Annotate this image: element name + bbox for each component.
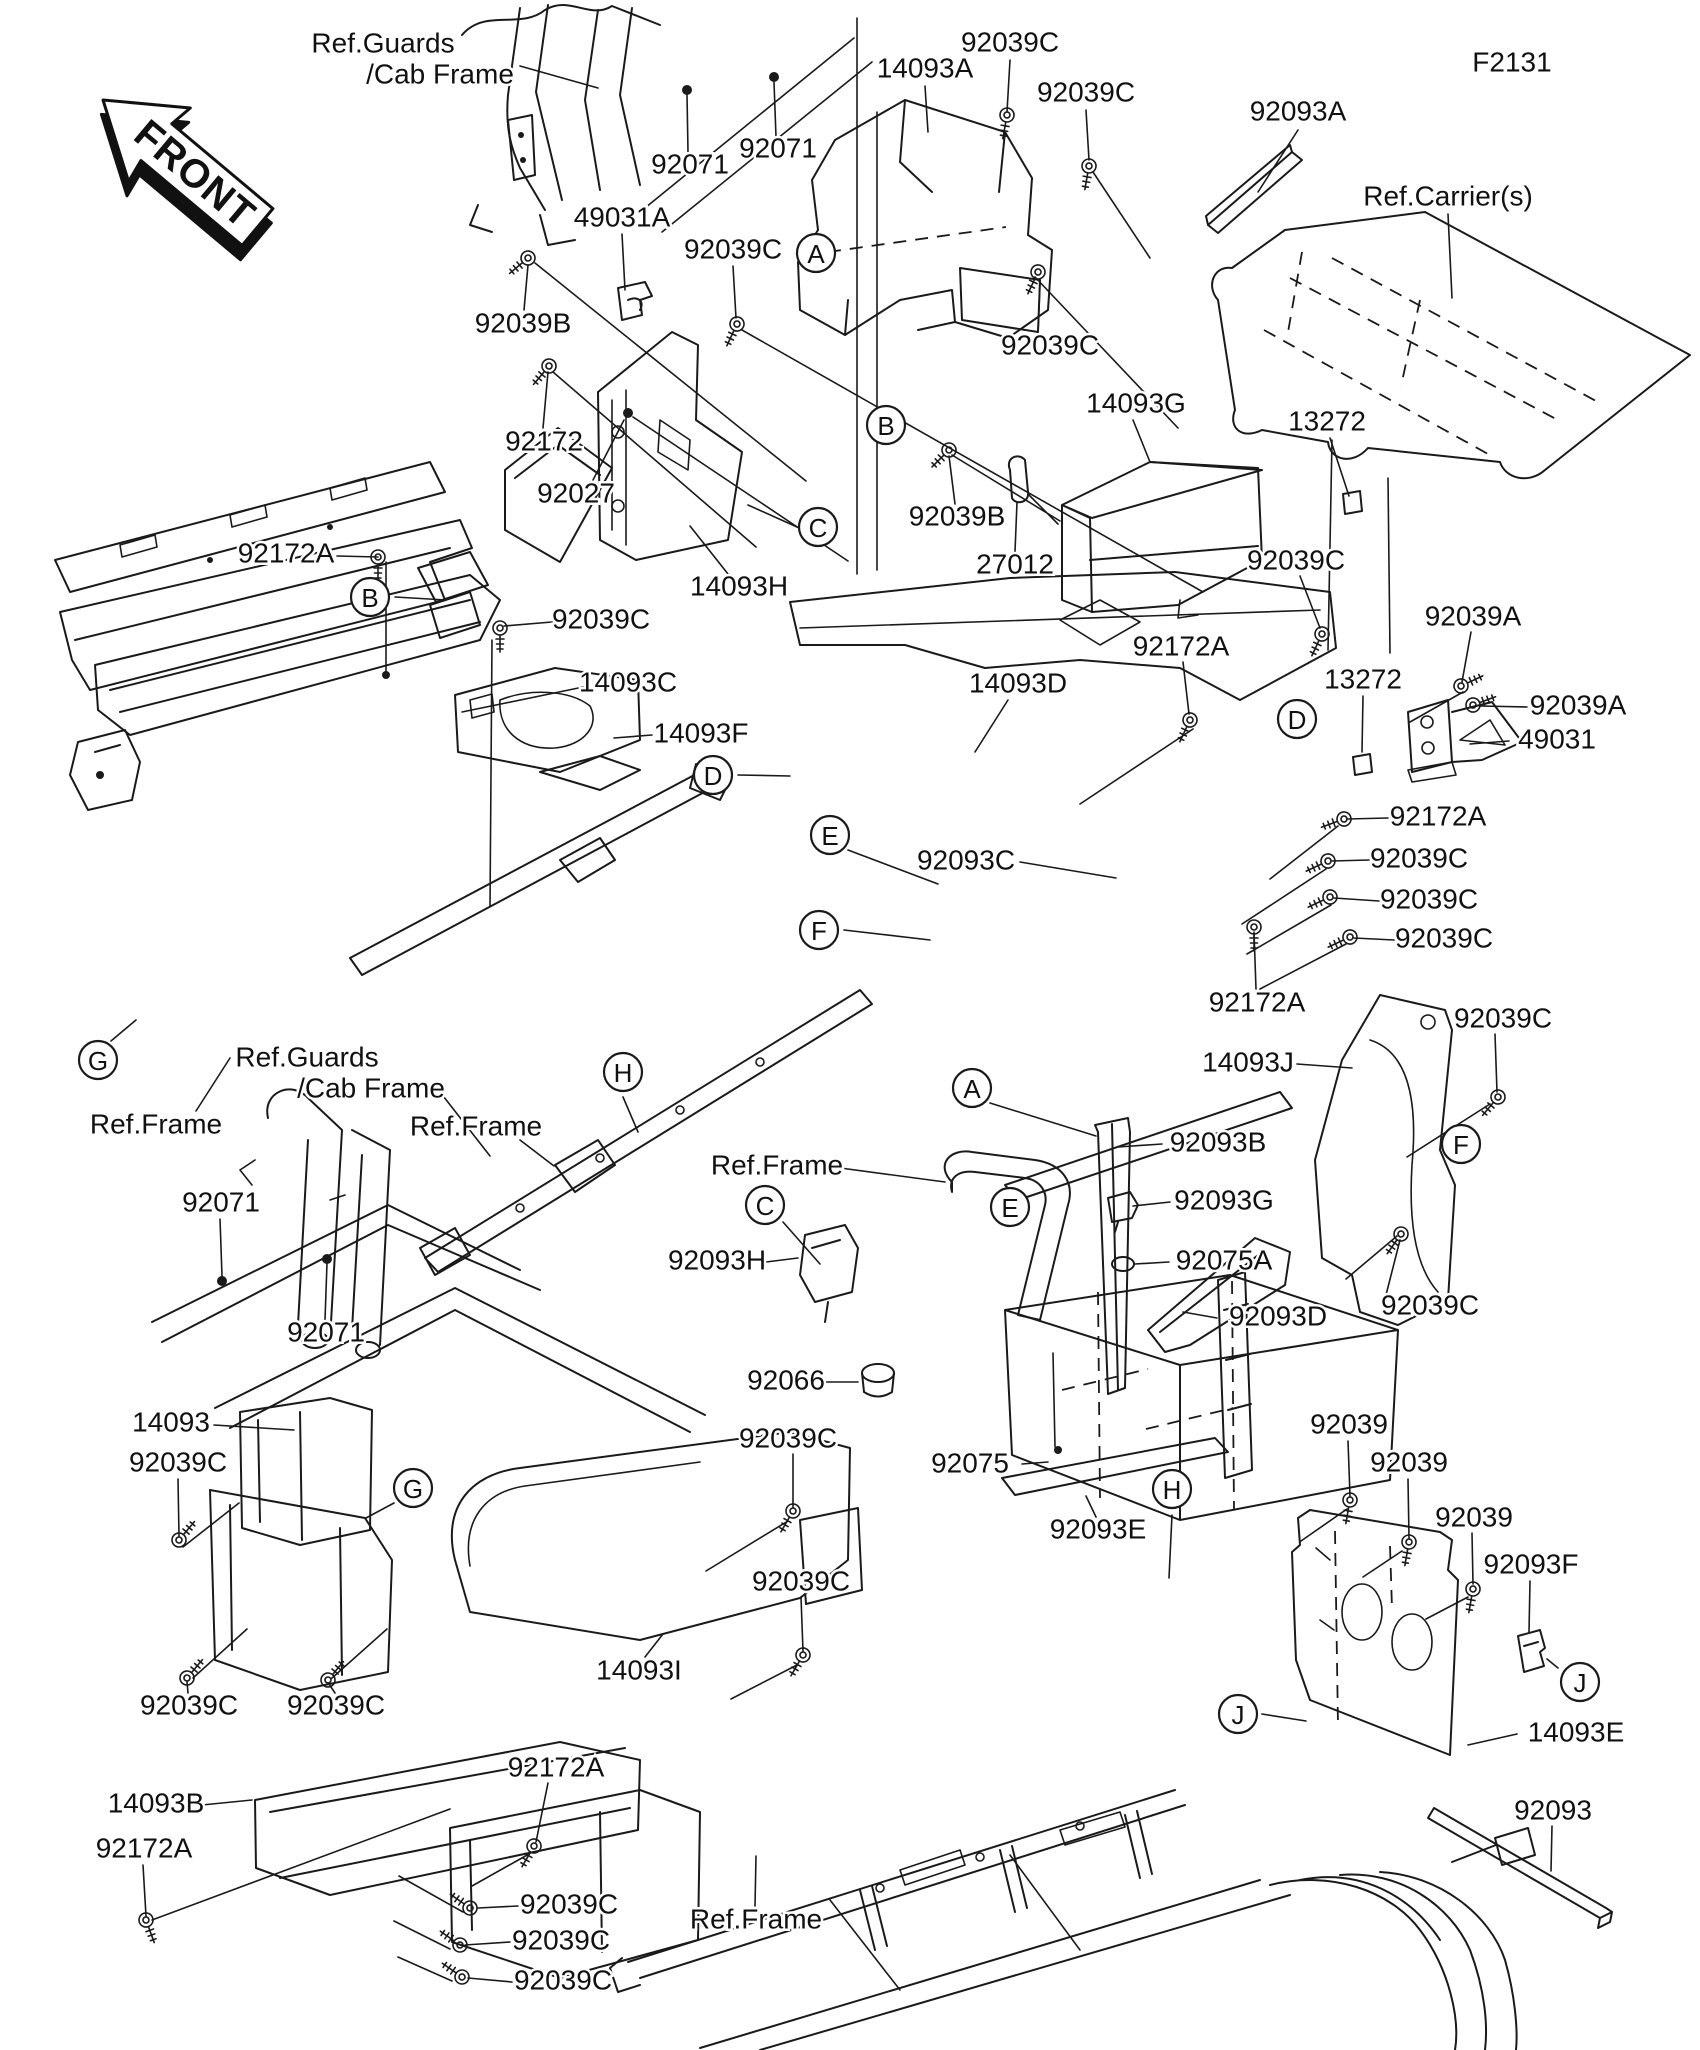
callout-circle-j [1219,1695,1257,1733]
ref-guards-left: Ref.Guards [235,1041,379,1073]
part-number-label: 92071 [651,148,729,180]
part-number-label: 14093A [876,52,974,84]
callout-circle-g [394,1469,432,1507]
part-number-label: 92039C [551,603,651,635]
callout-circle-h [604,1053,642,1091]
part-sketch-14093a [798,100,1052,338]
part-number-label: 92075A [1175,1244,1273,1276]
part-number-label: 92039 [1435,1501,1513,1533]
bolt-icon [1319,810,1353,834]
rivet-dot [322,1254,332,1264]
part-number-label: 92039C [1000,329,1100,361]
part-number-label: 92039C [1246,544,1346,576]
rivet-dot [623,408,633,418]
part-number-label: 92039C [513,1964,613,1996]
part-sketch-14093g [1062,462,1262,618]
part-number-label: 92071 [739,132,817,164]
part-number-label: 92172A [507,1751,605,1783]
part-number-label: 92039C [128,1446,228,1478]
part-number-label: 49031 [1518,723,1596,755]
bolt-icon [775,1501,803,1535]
part-number-label: 14093J [1202,1046,1294,1078]
svg-text:J: J [1231,1700,1245,1730]
part-number-label: 49031A [573,201,671,233]
callout-circle-e [811,816,849,854]
part-sketch-92093f [1518,1630,1545,1672]
part-number-label: 92039C [139,1689,239,1721]
svg-text:C: C [808,513,828,543]
svg-text:D: D [1287,705,1307,735]
part-number-label: 92172 [505,425,583,457]
ref-cab-frame-top: /Cab Frame [366,58,514,90]
callout-circle-d [694,756,732,794]
svg-text:F: F [811,916,827,946]
part-number-label: 92039C [1369,842,1469,874]
screw-icon [137,1911,161,1945]
bolt-icon [721,315,747,349]
ref-frame-bottom: Ref.Frame [689,1903,823,1935]
callout-circle-b [867,406,905,444]
part-number-label: 92039A [1529,689,1627,721]
part-sketch-92093a [1206,145,1302,233]
part-number-label: 92093C [916,844,1016,876]
callout-circle-h [1153,1470,1191,1508]
part-sketch-14093b [255,1742,700,1978]
callout-circle-f [1442,1125,1480,1163]
svg-text:A: A [807,239,825,269]
part-sketch-92093-rod [1428,1808,1612,1928]
part-number-label: 92039C [1379,883,1479,915]
rivet-dot [382,671,390,679]
part-number-label: 92093B [1169,1126,1267,1158]
screw-icon [516,1836,544,1870]
callout-circle-g [79,1041,117,1079]
nut-icon [1339,1492,1358,1525]
part-number-label: 92172A [1132,630,1230,662]
part-number-label: 92172A [1208,986,1306,1018]
part-number-label: 92039C [1380,1289,1480,1321]
svg-text:G: G [402,1474,424,1504]
part-sketch-14093-guard [210,1398,392,1690]
ref-guards-top: Ref.Guards [311,27,455,59]
callout-circle-a [797,234,835,272]
part-sketch-14093e [1292,1510,1458,1755]
callout-circle-c [799,508,837,546]
bolt-icon [1452,670,1486,696]
ref-carrier: Ref.Carrier(s) [1363,180,1533,212]
bolt-icon [436,1926,469,1955]
part-number-label: 92093G [1174,1184,1274,1216]
callout-circle-j [1561,1663,1599,1701]
ref-frame-mid: Ref.Frame [409,1110,543,1142]
part-sketch-ref-carrier [1212,212,1690,478]
part-number-label: 92172A [1389,800,1487,832]
ref-frame-left: Ref.Frame [89,1108,223,1140]
part-number-label: 92039C [1036,76,1136,108]
svg-text:F: F [1453,1130,1469,1160]
callout-circle-b [351,578,389,616]
part-sketch-49031a [618,282,652,320]
ref-frame-center: Ref.Frame [710,1149,844,1181]
bolt-icon [318,1657,349,1690]
bolt-icon [785,1645,813,1679]
rivet-dot [682,85,692,95]
part-number-label: 92093A [1249,95,1347,127]
part-number-label: 92039C [286,1689,386,1721]
part-number-label: 14093 [132,1406,210,1438]
part-number-label: 14093H [689,570,789,602]
ref-cab-frame-left: /Cab Frame [297,1072,445,1104]
part-number-label: 14093G [1086,387,1186,419]
part-number-label: 92093F [1483,1548,1579,1580]
part-number-label: 13272 [1324,663,1402,695]
bolt-icon [177,1655,208,1688]
part-number-label: 92039C [751,1565,851,1597]
nut-icon [1462,1581,1481,1614]
svg-text:J: J [1573,1668,1587,1698]
part-number-label: 92039B [474,307,572,339]
part-number-label: 92093D [1228,1300,1328,1332]
part-sketch-13272-clips [1343,491,1372,775]
part-number-label: 13272 [1288,405,1366,437]
part-sketch-14093h [598,332,742,560]
part-sketch-rail-a [350,764,730,975]
svg-text:H: H [1162,1475,1182,1505]
svg-text:G: G [87,1046,109,1076]
part-number-label: 92093E [1049,1513,1147,1545]
svg-text:E: E [821,821,839,851]
diagram-line-art [55,5,1690,2050]
part-number-label: 14093C [578,666,678,698]
figure-code: F2131 [1472,46,1552,78]
rivet-dot [1054,1446,1062,1454]
svg-text:B: B [877,411,895,441]
svg-text:A: A [963,1074,981,1104]
callout-circle-d [1278,700,1316,738]
part-number-label: 92039C [738,1422,838,1454]
part-number-label: 92172A [237,537,335,569]
front-arrow-label: FRONT [125,111,264,238]
part-number-label: 92093 [1514,1794,1592,1826]
callout-circle-e [991,1188,1029,1226]
rivet-dot [769,72,779,82]
part-number-label: 92093H [667,1244,767,1276]
part-labels-layer [87,26,1627,1996]
part-number-label: 92039C [511,1924,611,1956]
bolt-icon [169,1517,200,1550]
part-sketch-14093j [1315,995,1455,1325]
callout-circle-f [800,911,838,949]
part-number-label: 92039C [519,1888,619,1920]
callout-circle-a [953,1069,991,1107]
part-sketch-14093c-rails [55,462,500,810]
part-number-label: 92027 [537,477,615,509]
svg-text:E: E [1001,1193,1019,1223]
part-number-label: 14093B [107,1787,205,1819]
construction-lines-pillar [640,18,877,574]
part-number-label: 14093F [653,717,749,749]
bolt-icon [505,248,538,279]
part-number-label: 14093E [1527,1716,1625,1748]
part-number-label: 92039C [683,233,783,265]
svg-text:C: C [755,1191,775,1221]
part-sketch-14093i [452,1432,862,1640]
part-number-label: 92071 [182,1186,260,1218]
part-number-label: 14093D [968,667,1068,699]
part-number-label: 14093I [596,1654,682,1686]
bolt-icon [1022,263,1048,297]
screw-icon [371,550,385,581]
part-number-label: 92172A [95,1832,193,1864]
part-number-label: 92039A [1424,600,1522,632]
front-direction-arrow [66,62,295,278]
part-number-label: 92066 [747,1364,825,1396]
part-number-label: 92071 [287,1316,365,1348]
part-number-label: 92039 [1370,1446,1448,1478]
bolt-icon [438,1958,471,1987]
part-number-label: 92039 [1310,1408,1388,1440]
part-number-label: 92039B [908,500,1006,532]
bolt-icon [1477,1087,1508,1120]
part-number-label: 27012 [976,548,1054,580]
part-number-label: 92039C [960,26,1060,58]
rivet-dot [217,1276,227,1286]
svg-text:D: D [703,761,723,791]
part-number-label: 92039C [1453,1002,1553,1034]
nut-icon [1398,1534,1417,1567]
callout-circle-c [746,1186,784,1224]
bolt-icon [1325,928,1359,954]
svg-text:B: B [361,583,379,613]
svg-text:H: H [613,1058,633,1088]
part-number-label: 92075 [931,1447,1009,1479]
part-number-label: 92039C [1394,922,1494,954]
